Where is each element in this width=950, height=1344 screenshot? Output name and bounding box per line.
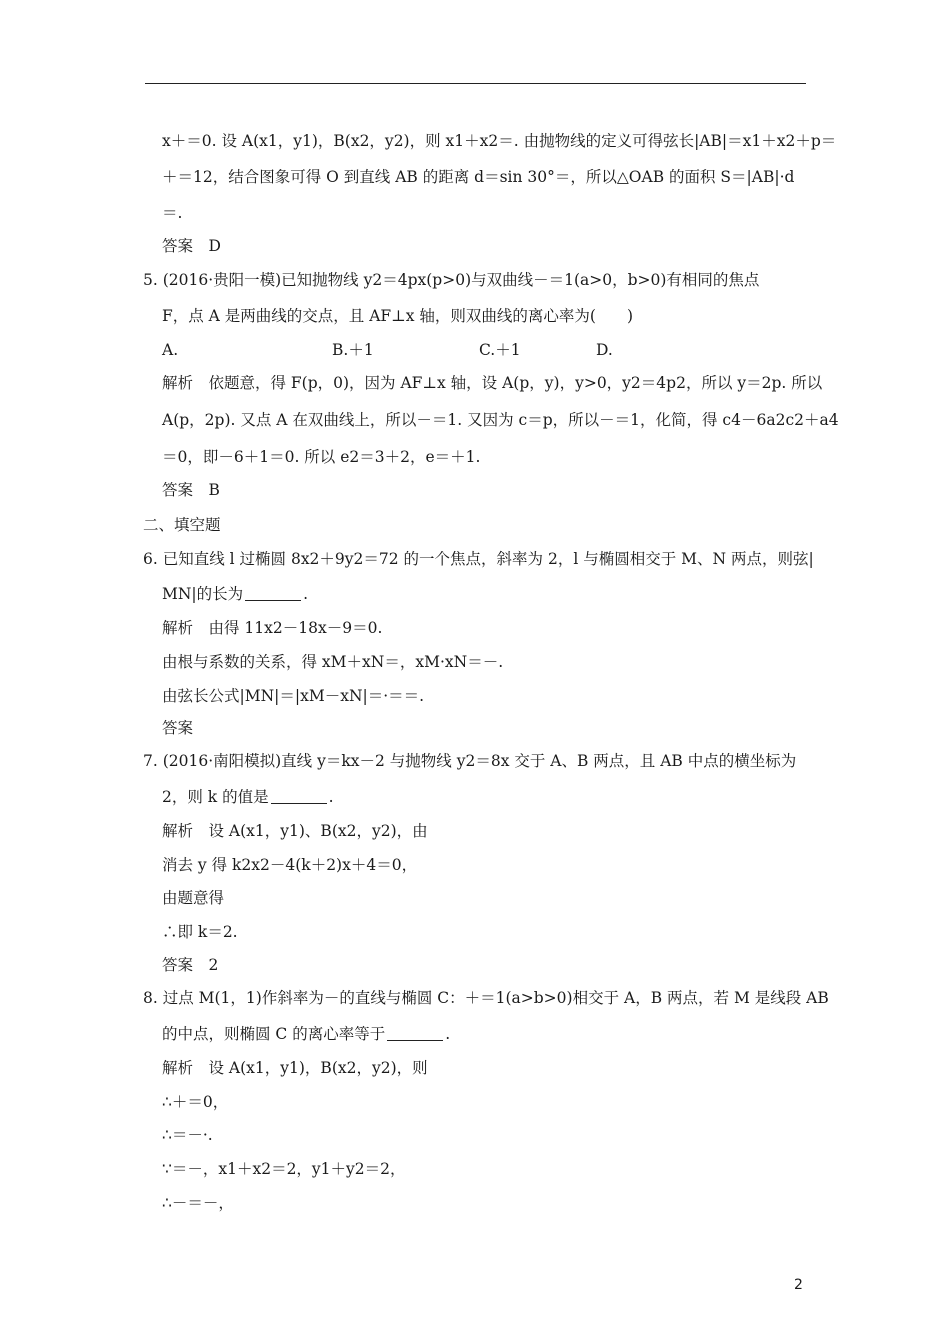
q8-analysis-line-5: ∴－＝－， bbox=[162, 1194, 234, 1212]
section-title: 二、填空题 bbox=[143, 516, 221, 534]
answer-blank bbox=[387, 1026, 443, 1041]
answer-blank bbox=[245, 586, 301, 601]
q6-analysis-line-1: 解析 由得 11x2－18x－9＝0. bbox=[162, 619, 383, 637]
q8-analysis-line-3: ∴＝－·. bbox=[162, 1126, 213, 1144]
q8-analysis-line-4: ∵＝－，x1＋x2＝2，y1＋y2＝2， bbox=[162, 1160, 406, 1178]
q8-stem-end: . bbox=[445, 1025, 451, 1043]
q5-option-a: A. bbox=[162, 341, 179, 359]
q7-stem-end: . bbox=[328, 788, 334, 806]
q6-analysis-line-3: 由弦长公式|MN|＝|xM－xN|＝·＝＝. bbox=[162, 687, 425, 705]
q6-stem-line-2 bbox=[162, 584, 308, 604]
q4-analysis-line-2: ＋＝12，结合图象可得 O 到直线 AB 的距离 d＝sin 30°＝，所以△OAB 的面积 S＝|AB|·d bbox=[162, 168, 795, 186]
q6-stem-line-1: 6. 已知直线 l 过椭圆 8x2＋9y2＝72 的一个焦点，斜率为 2，l 与椭圆相交于 M、N 两点，则弦| bbox=[143, 550, 814, 568]
q7-stem-line-1: 7. (2016·南阳模拟)直线 y＝kx－2 与抛物线 y2＝8x 交于 A、B 两点，且 AB 中点的横坐标为 bbox=[143, 752, 797, 770]
q5-option-c: C.＋1 bbox=[479, 341, 521, 359]
q7-analysis-line-3: 由题意得 bbox=[162, 889, 225, 907]
q5-option-b: B.＋1 bbox=[332, 341, 374, 359]
q5-analysis-line-1: 解析 依题意，得 F(p，0)，因为 AF⊥x 轴，设 A(p，y)，y>0，y2＝4p2，所以 y＝2p. 所以 bbox=[162, 374, 823, 392]
q6-stem-text: MN|的长为 bbox=[162, 585, 244, 603]
q8-stem-text: 的中点，则椭圆 C 的离心率等于 bbox=[162, 1025, 386, 1043]
q5-answer: 答案 B bbox=[162, 481, 220, 499]
q7-analysis-line-2: 消去 y 得 k2x2－4(k＋2)x＋4＝0， bbox=[162, 856, 418, 874]
q8-analysis-line-2: ∴＋＝0， bbox=[162, 1093, 229, 1111]
q6-answer: 答案 bbox=[162, 719, 194, 737]
q8-stem-line-2 bbox=[162, 1024, 450, 1044]
q5-option-d: D. bbox=[596, 341, 613, 359]
q6-analysis-line-2: 由根与系数的关系，得 xM＋xN＝，xM·xN＝－. bbox=[162, 653, 504, 671]
q4-analysis-line-3: ＝. bbox=[162, 204, 183, 222]
q7-stem-line-2 bbox=[162, 787, 334, 807]
q8-stem-line-1: 8. 过点 M(1，1)作斜率为－的直线与椭圆 C：＋＝1(a>b>0)相交于 A，B 两点，若 M 是线段 AB bbox=[143, 989, 829, 1007]
q5-stem-line-1: 5. (2016·贵阳一模)已知抛物线 y2＝4px(p>0)与双曲线－＝1(a>0，b>0)有相同的焦点 bbox=[143, 271, 760, 289]
header-rule bbox=[145, 83, 806, 84]
q8-analysis-line-1: 解析 设 A(x1，y1)，B(x2，y2)，则 bbox=[162, 1059, 428, 1077]
q5-analysis-line-3: ＝0，即－6＋1＝0. 所以 e2＝3＋2，e＝＋1. bbox=[162, 448, 481, 466]
q7-analysis-line-4: ∴即 k＝2. bbox=[162, 923, 238, 941]
q7-analysis-line-1: 解析 设 A(x1，y1)、B(x2，y2)，由 bbox=[162, 822, 428, 840]
q6-stem-end: . bbox=[303, 585, 309, 603]
q5-stem-line-2: F，点 A 是两曲线的交点，且 AF⊥x 轴，则双曲线的离心率为( ) bbox=[162, 307, 634, 325]
q4-analysis-line-1: x＋＝0. 设 A(x1，y1)，B(x2，y2)，则 x1＋x2＝. 由抛物线的定义可得弦长|AB|＝x1＋x2＋p＝ bbox=[162, 132, 837, 150]
answer-blank bbox=[271, 789, 327, 804]
q4-answer: 答案 D bbox=[162, 237, 221, 255]
q7-answer: 答案 2 bbox=[162, 956, 219, 974]
page-number: 2 bbox=[794, 1277, 803, 1293]
q7-stem-text: 2，则 k 的值是 bbox=[162, 788, 269, 806]
q5-analysis-line-2: A(p，2p). 又点 A 在双曲线上，所以－＝1. 又因为 c＝p，所以－＝1，化简，得 c4－6a2c2＋a4 bbox=[162, 411, 839, 429]
